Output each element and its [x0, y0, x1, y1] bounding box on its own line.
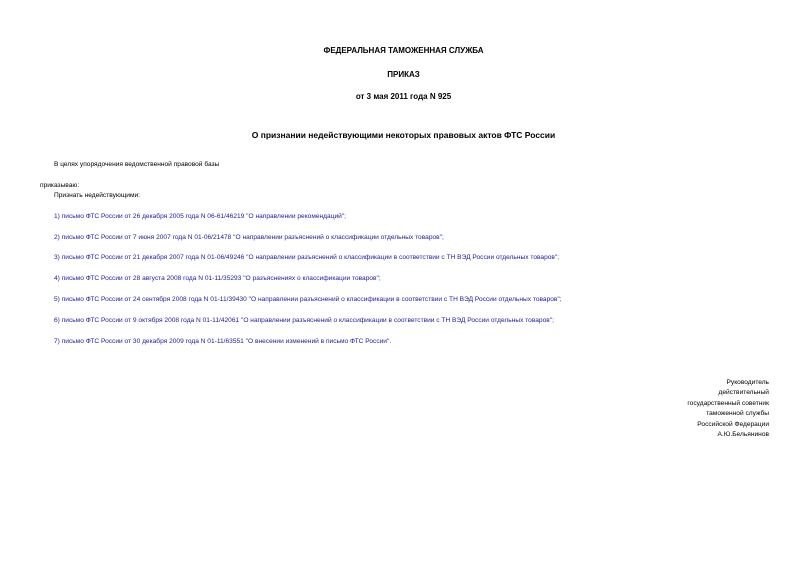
- signature-line-rank-3: таможенной службы: [706, 410, 769, 418]
- signature-line-rank-1: действительный: [718, 389, 769, 397]
- list-item-5-link[interactable]: 5) письмо ФТС России от 24 сентября 2008 года N 01-11/39430 "О направлении разъяснений о классификации в соответствии с ТН ВЭД России отдельных товаров";: [54, 296, 562, 303]
- list-item-6-link[interactable]: 6) письмо ФТС России от 9 октября 2008 года N 01-11/42061 "О направлении разъяснений о классификации в соответствии с ТН ВЭД России отдельных товаров";: [54, 317, 554, 324]
- list-item-4-link[interactable]: 4) письмо ФТС России от 28 августа 2008 года N 01-11/35293 "О разъяснениях о классификации товаров";: [54, 275, 381, 282]
- list-item-1-link[interactable]: 1) письмо ФТС России от 26 декабря 2005 года N 06-61/46219 "О направлении рекомендаций";: [54, 213, 347, 220]
- signature-line-name: А.Ю.Бельянинов: [717, 431, 769, 439]
- document-type: ПРИКАЗ: [387, 70, 420, 79]
- document-title: О признании недействующими некоторых правовых актов ФТС России: [251, 130, 556, 140]
- list-intro: Признать недействующими:: [54, 192, 140, 199]
- document-date-number: от 3 мая 2011 года N 925: [355, 92, 452, 101]
- preamble: В целях упорядочения ведомственной правовой базы: [54, 161, 220, 168]
- list-item-2-link[interactable]: 2) письмо ФТС России от 7 июня 2007 года N 01-06/21478 "О направлении разъяснений о классификации отдельных товаров";: [54, 234, 444, 241]
- list-item-3-link[interactable]: 3) письмо ФТС России от 21 декабря 2007 года N 01-06/49246 "О направлении разъяснений о классификации в соответствии с ТН ВЭД России отдельных товаров";: [54, 254, 560, 261]
- signature-line-rank-2: государственный советник: [687, 399, 769, 407]
- list-item-7-link[interactable]: 7) письмо ФТС России от 30 декабря 2009 года N 01-11/63551 "О внесении изменений в письмо ФТС России".: [54, 338, 392, 345]
- signature-line-rank-4: Российской Федерации: [697, 420, 769, 428]
- signature-line-position: Руководитель: [726, 379, 769, 386]
- order-word: приказываю:: [40, 182, 80, 189]
- agency-name: ФЕДЕРАЛЬНАЯ ТАМОЖЕННАЯ СЛУЖБА: [323, 46, 484, 55]
- signature-block: [687, 378, 769, 440]
